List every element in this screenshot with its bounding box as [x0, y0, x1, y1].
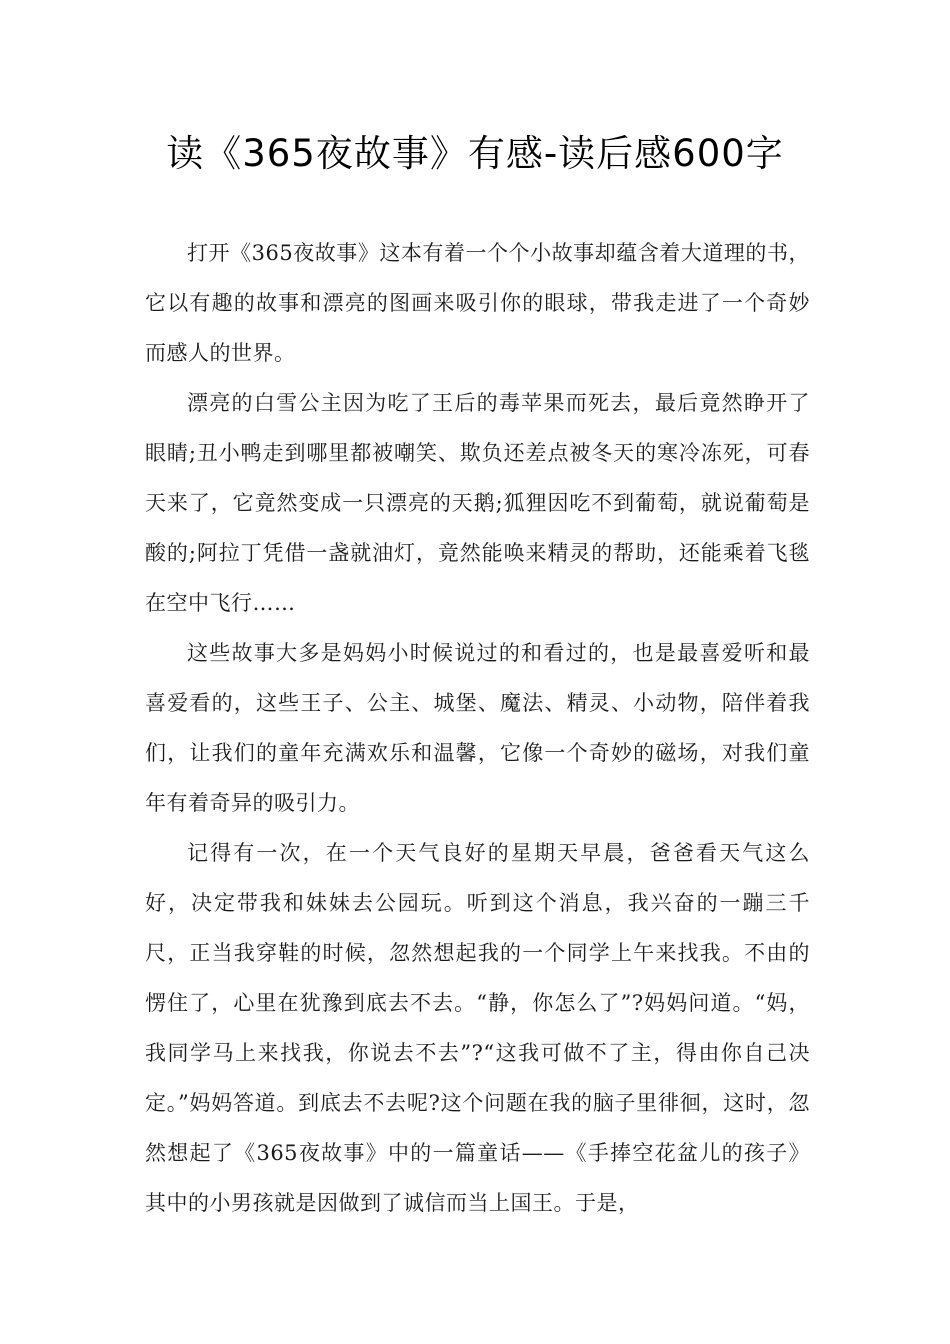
document-body: [145, 228, 810, 1228]
paragraph-3: 这些故事大多是妈妈小时候说过的和看过的，也是最喜爱听和最喜爱看的，这些王子、公主、城堡、魔法、精灵、小动物，陪伴着我们，让我们的童年充满欢乐和温馨，它像一个奇妙的磁场，对我们童年有着奇异的吸引力。: [145, 641, 810, 815]
paragraph-2: 漂亮的白雪公主因为吃了王后的毒苹果而死去，最后竟然睁开了眼睛;丑小鸭走到哪里都被嘲笑、欺负还差点被冬天的寒冷冻死，可春天来了，它竟然变成一只漂亮的天鹅;狐狸因吃不到葡萄，就说葡萄是酸的;阿拉丁凭借一盏就油灯，竟然能唤来精灵的帮助，还能乘着飞毯在空中飞行……: [145, 391, 810, 615]
paragraph-4: 记得有一次，在一个天气良好的星期天早晨，爸爸看天气这么好，决定带我和妹妹去公园玩。听到这个消息，我兴奋的一蹦三千尺，正当我穿鞋的时候，忽然想起我的一个同学上午来找我。不由的愣住了，心里在犹豫到底去不去。“静，你怎么了”?妈妈问道。“妈，我同学马上来找我，你说去不去”?“这我可做不了主，得由你自己决定。”妈妈答道。到底去不去呢?这个问题在我的脑子里徘徊，这时，忽然想起了《365夜故事》中的一篇童话——《手捧空花盆儿的孩子》其中的小男孩就是因做到了诚信而当上国王。于是，: [145, 841, 810, 1215]
paragraph-1: 打开《365夜故事》这本有着一个个小故事却蕴含着大道理的书，它以有趣的故事和漂亮的图画来吸引你的眼球，带我走进了一个奇妙而感人的世界。: [145, 241, 810, 365]
document-title: 读《365夜故事》有感-读后感600字: [166, 132, 784, 175]
